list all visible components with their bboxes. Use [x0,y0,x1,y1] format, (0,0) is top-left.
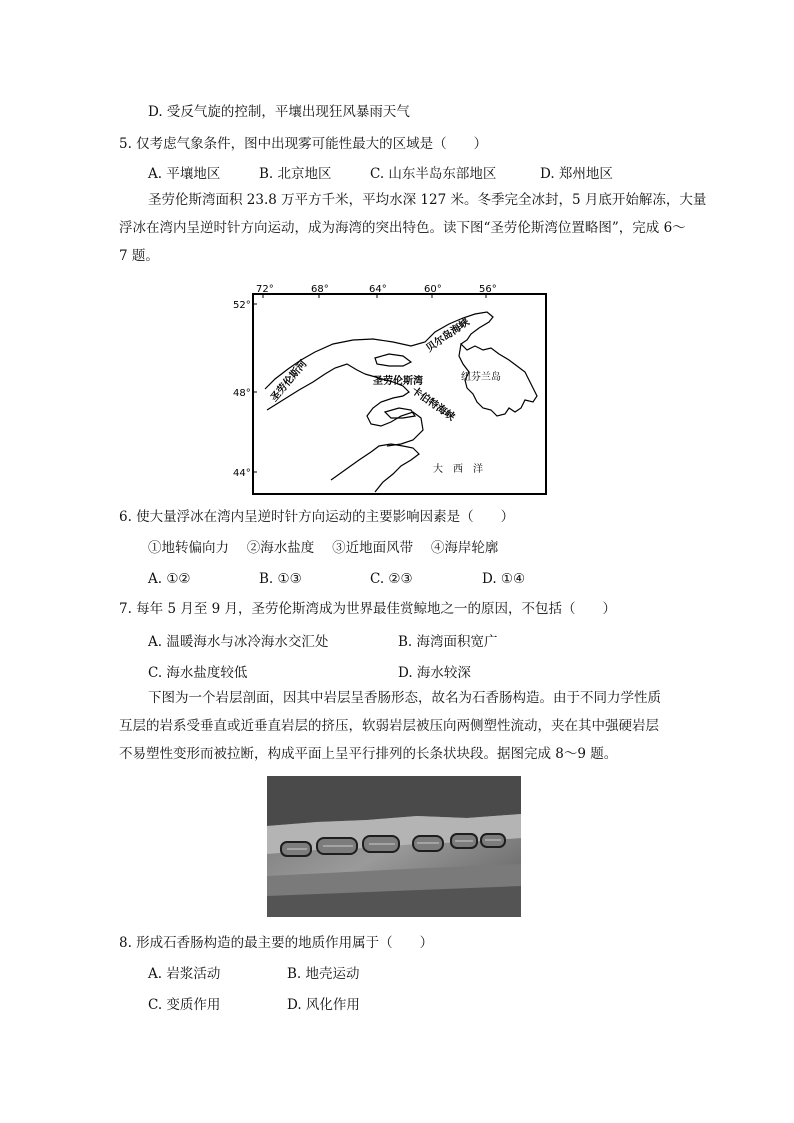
q6-option-c: C. ②③ [370,571,413,587]
passage1-line1: 圣劳伦斯湾面积 23.8 万平方千米，平均水深 127 米。冬季完全冰封，5 月底开始解冻，大量 [148,192,707,208]
q6-stem: 6. 使大量浮冰在湾内呈逆时针方向运动的主要影响因素是（ ） [119,509,515,525]
passage1-line2: 浮冰在湾内呈逆时针方向运动，成为海湾的突出特色。读下图“圣劳伦斯湾位置略图”，完成 6～ [119,220,686,236]
lon-label-56: 56° [479,284,497,295]
lon-label-60: 60° [424,284,442,295]
q7-option-d: D. 海水较深 [398,665,471,681]
q7-option-c: C. 海水盐度较低 [148,665,248,681]
q5-stem: 5. 仅考虑气象条件，图中出现雾可能性最大的区域是（ ） [119,136,488,152]
q7-option-a: A. 温暖海水与冰冷海水交汇处 [148,634,329,650]
q6-option-b: B. ①③ [259,571,302,587]
label-newfoundland: 纽芬兰岛 [461,372,501,383]
boudinage-rock-photo [267,776,521,917]
lon-label-72: 72° [256,284,274,295]
q6-factors: ①地转偏向力 ②海水盐度 ③近地面风带 ④海岸轮廓 [148,540,499,556]
q6-option-d: D. ①④ [482,571,526,587]
label-atlantic: 大 西 洋 [433,464,483,475]
gulf-of-st-lawrence-map [233,284,549,496]
lon-label-68: 68° [311,284,329,295]
q5-option-b: B. 北京地区 [259,166,332,182]
q7-option-b: B. 海湾面积宽广 [398,634,498,650]
passage2-line2: 互层的岩系受垂直或近垂直岩层的挤压，软弱岩层被压向两侧塑性流动，夹在其中强硬岩层 [119,718,659,734]
label-gulf-of-st-lawrence: 圣劳伦斯湾 [373,376,423,387]
q5-option-d: D. 郑州地区 [540,166,613,182]
q6-option-a: A. ①② [148,571,191,587]
lat-label-44: 44° [233,468,251,479]
lat-label-52: 52° [233,300,251,311]
label-cabot-strait: 卡伯特海峡 [409,385,457,424]
q7-stem: 7. 每年 5 月至 9 月，圣劳伦斯湾成为世界最佳赏鲸地之一的原因，不包括（ ） [119,601,617,617]
q8-stem: 8. 形成石香肠构造的最主要的地质作用属于（ ） [119,935,434,951]
lon-label-64: 64° [369,284,387,295]
passage2-line1: 下图为一个岩层剖面，因其中岩层呈香肠形态，故名为石香肠构造。由于不同力学性质 [148,690,661,706]
passage2-line3: 不易塑性变形而被拉断，构成平面上呈平行排列的长条状块段。据图完成 8～9 题。 [119,746,618,762]
lat-label-48: 48° [233,388,251,399]
passage1-line3: 7 题。 [119,248,159,264]
q4-option-d: D. 受反气旋的控制，平壤出现狂风暴雨天气 [148,104,410,120]
q8-option-c: C. 变质作用 [148,997,221,1013]
q8-option-b: B. 地壳运动 [287,966,360,982]
q8-option-d: D. 风化作用 [287,997,360,1013]
q5-option-c: C. 山东半岛东部地区 [370,166,497,182]
label-strait-of-belle-isle: 贝尔岛海峡 [424,316,472,355]
label-st-lawrence-river: 圣劳伦斯河 [268,358,310,404]
q8-option-a: A. 岩浆活动 [148,966,221,982]
q5-option-a: A. 平壤地区 [148,166,221,182]
